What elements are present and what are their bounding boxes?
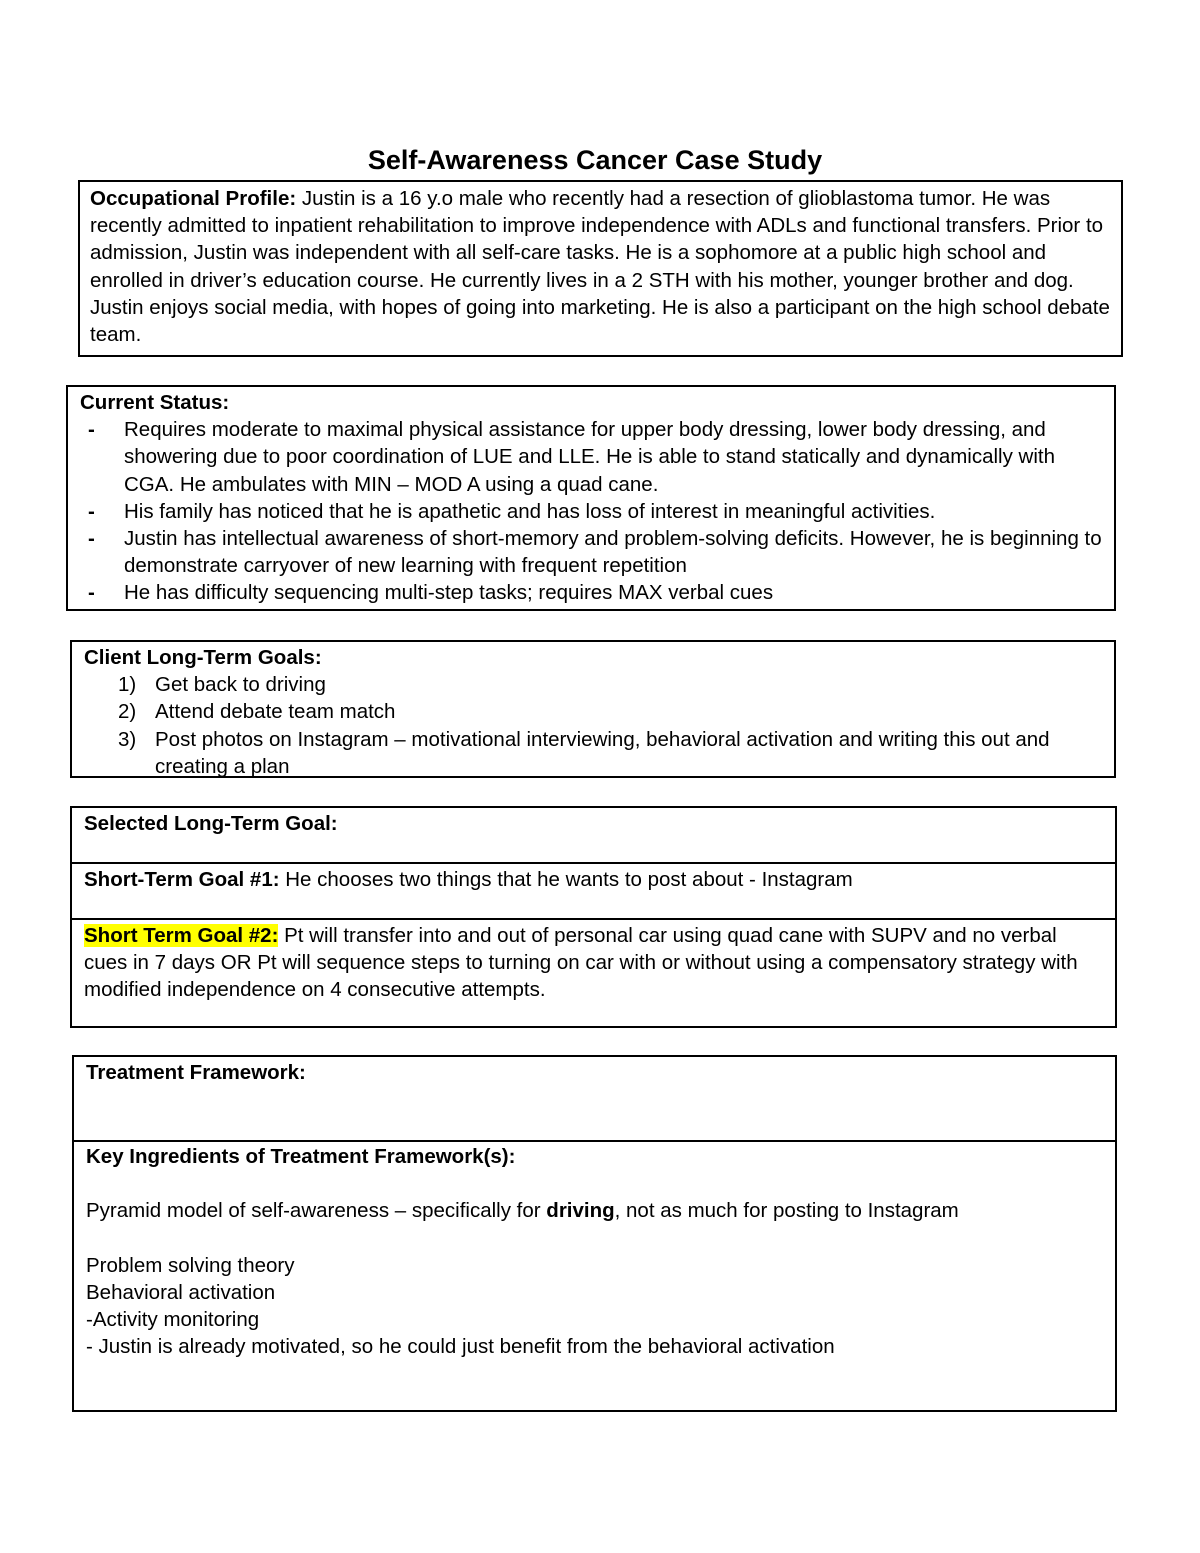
document-title: Self-Awareness Cancer Case Study <box>367 145 823 175</box>
short-term-goal-1-row <box>72 864 1115 920</box>
occupational-profile-label: Occupational Profile: <box>90 187 297 210</box>
short-term-goal-2-text: Pt will transfer into and out of personal car using quad cane with SUPV and no verbal cues in 7 days OR Pt will sequence steps to turning on car with or without using a compensatory strategy with modified independence on 4 consecutive attempts. <box>84 924 1078 1002</box>
goal-number: 2) <box>118 700 137 724</box>
goal-text: Get back to driving <box>155 673 326 697</box>
pyramid-model-line <box>86 1197 1103 1224</box>
treatment-framework-table <box>72 1055 1117 1412</box>
pyramid-text-after: , not as much for posting to Instagram <box>614 1199 959 1223</box>
long-term-goals-box <box>70 640 1116 778</box>
selected-goal-row <box>72 808 1115 864</box>
goal-number: 3) <box>118 727 137 751</box>
ingredient-line: - Justin is already motivated, so he could just benefit from the behavioral activation <box>86 1335 835 1359</box>
current-status-list <box>80 416 1104 606</box>
list-item <box>84 671 1104 698</box>
list-item: - Requires moderate to maximal physical assistance for upper body dressing, lower body dressing, and showering due to poor coordination of LUE and LLE. He is able to stand statically and dynamically with CGA. He ambulates with MIN – MOD A using a quad cane. <box>88 418 1056 496</box>
list-item <box>84 698 1104 725</box>
status-item-text: He has difficulty sequencing multi-step tasks; requires MAX verbal cues <box>124 581 774 605</box>
current-status-label: Current Status: <box>80 391 230 414</box>
list-item: - Justin has intellectual awareness of short-memory and problem-solving deficits. However, he is beginning to demonstrate carryover of new learning with frequent repetition <box>88 527 1102 578</box>
short-term-goal-1-text: He chooses two things that he wants to post about - Instagram <box>279 868 853 891</box>
pyramid-text-before: Pyramid model of self-awareness – specifically for <box>86 1199 547 1223</box>
treatment-framework-row <box>74 1057 1115 1142</box>
short-term-goal-2-row <box>72 920 1115 1026</box>
ingredient-line: Behavioral activation <box>86 1280 276 1304</box>
key-ingredients-row <box>74 1142 1115 1361</box>
occupational-profile-box <box>78 180 1123 357</box>
status-item-text: His family has noticed that he is apathetic and has loss of interest in meaningful activities. <box>124 499 936 523</box>
list-item: - His family has noticed that he is apathetic and has loss of interest in meaningful activities. <box>88 499 936 523</box>
current-status-box <box>66 385 1116 611</box>
long-term-goals-label: Client Long-Term Goals: <box>84 646 322 669</box>
goals-table <box>70 806 1117 1028</box>
goal-number: 1) <box>118 673 137 697</box>
short-term-goal-1-label: Short-Term Goal #1: <box>84 868 280 891</box>
pyramid-text-bold: driving <box>546 1199 615 1223</box>
key-ingredients-label: Key Ingredients of Treatment Framework(s): <box>86 1145 516 1168</box>
ingredient-line: -Activity monitoring <box>86 1308 260 1332</box>
long-term-goals-list <box>84 671 1104 780</box>
goal-text: Post photos on Instagram – motivational interviewing, behavioral activation and writing this out and creating a plan <box>155 727 1050 778</box>
ingredient-line: Problem solving theory <box>86 1253 295 1277</box>
status-item-text: Justin has intellectual awareness of short-memory and problem-solving deficits. However, he is beginning to demonstrate carryover of new learning with frequent repetition <box>124 527 1102 578</box>
list-item <box>84 726 1104 780</box>
goal-text: Attend debate team match <box>155 700 396 724</box>
short-term-goal-2-label: Short Term Goal #2: <box>84 924 279 947</box>
status-item-text: Requires moderate to maximal physical assistance for upper body dressing, lower body dressing, and showering due to poor coordination of LUE and LLE. He is able to stand statically and dynamically with CGA. He ambulates with MIN – MOD A using a quad cane. <box>124 418 1056 496</box>
treatment-framework-label: Treatment Framework: <box>86 1061 306 1084</box>
occupational-profile-text: Justin is a 16 y.o male who recently had a resection of glioblastoma tumor. He was recently admitted to inpatient rehabilitation to improve independence with ADLs and functional transfers. Prior to admission, Justin was independent with all self-care tasks. He is a sophomore at a public high school and enrolled in driver’s education course. He currently lives in a 2 STH with his mother, younger brother and dog. Justin enjoys social media, with hopes of going into marketing. He is also a participant on the high school debate team. <box>90 187 1110 347</box>
selected-goal-label: Selected Long-Term Goal: <box>84 812 338 835</box>
list-item: - He has difficulty sequencing multi-step tasks; requires MAX verbal cues <box>88 581 774 605</box>
